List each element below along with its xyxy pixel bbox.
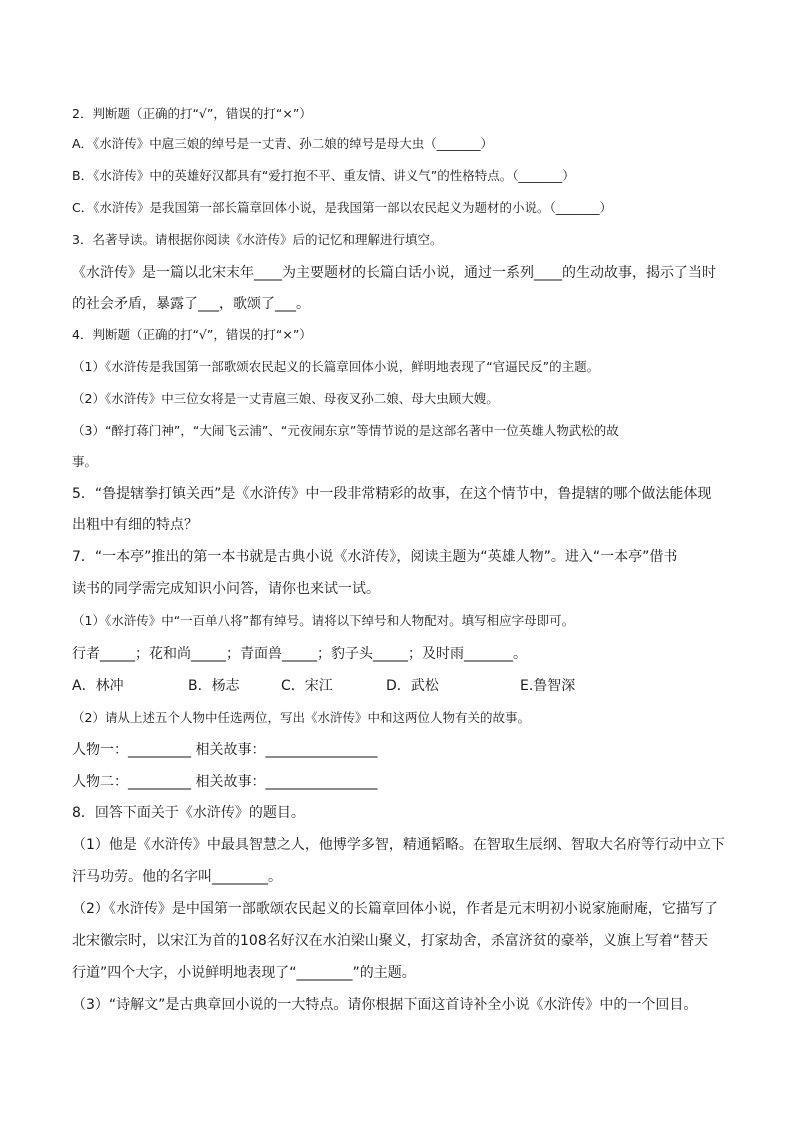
option-b: B．杨志	[188, 678, 240, 694]
q8-sub2-line1: （2）《水浒传》是中国第一部歌颂农民起义的长篇章回体小说，作者是元末明初小说家施耐庵，它描写了	[72, 901, 718, 917]
option-e: E.鲁智深	[520, 678, 576, 694]
q4-item-3-line1: （3）“醉打蒋门神”，“大闹飞云浦”、“元夜闹东京”等情节说的是这部名著中一位英雄人物武松的故	[72, 423, 619, 438]
q4-heading: 4．判断题（正确的打“√”，错误的打“×”）	[72, 327, 312, 342]
q7-sub1: （1）《水浒传》中“一百单八将”都有绰号。请将以下绰号和人物配对。填写相应字母即可。	[72, 613, 575, 628]
person-two-line: 人物二：_________ 相关故事：________________	[72, 774, 378, 790]
q8-sub1-line1: （1）他是《水浒传》中最具智慧之人，他博学多智，精通韬略。在智取生辰纲、智取大名府等行动中立下	[72, 837, 725, 853]
q2-heading: 2．判断题（正确的打“√”，错误的打“×”）	[72, 106, 312, 121]
q4-item-3-line2: 事。	[72, 454, 98, 469]
option-c: C．宋江	[281, 678, 333, 694]
q8-sub3: （3）“诗解文”是古典章回小说的一大特点。请你根据下面这首诗补全小说《水浒传》中的一个回目。	[72, 997, 698, 1013]
q8-sub2-line2: 北宋徽宗时，以宋江为首的108名好汉在水泊梁山聚义，打家劫舍，杀富济贫的豪举，义旗上写着“替天	[72, 933, 708, 949]
q2-option-c: C．《水浒传》是我国第一部长篇章回体小说，是我国第一部以农民起义为题材的小说。（_______）	[72, 200, 612, 215]
q4-item-2: （2）《水浒传》中三位女将是一丈青扈三娘、母夜叉孙二娘、母大虫顾大嫂。	[72, 391, 499, 406]
person-one-line: 人物一：_________ 相关故事：________________	[72, 742, 378, 758]
q5-line1: 5．“鲁提辖拳打镇关西”是《水浒传》中一段非常精彩的故事，在这个情节中，鲁提辖的哪个做法能体现	[72, 486, 712, 502]
q7-line1: 7．“一本亭”推出的第一本书就是古典小说《水浒传》，阅读主题为“英雄人物”。进入“一本亭”借书	[72, 549, 678, 565]
q3-text-line2: 的社会矛盾，暴露了___，歌颂了___。	[72, 296, 310, 312]
option-a: A．林冲	[72, 678, 124, 694]
q7-sub2: （2）请从上述五个人物中任选两位，写出《水浒传》中和这两位人物有关的故事。	[72, 710, 530, 725]
q2-option-b: B．《水浒传》中的英雄好汉都具有“爱打抱不平、重友情、讲义气”的性格特点。（_______）	[72, 168, 575, 183]
q3-text-line1: 《水浒传》是一篇以北宋末年____为主要题材的长篇白话小说，通过一系列____的生动故事，揭示了当时	[72, 265, 716, 281]
q4-item-1: （1）《水浒传是我国第一部歌颂农民起义的长篇章回体小说，鲜明地表现了“官逼民反”的主题。	[72, 359, 600, 374]
q3-heading: 3．名著导读。请根据你阅读《水浒传》后的记忆和理解进行填空。	[72, 232, 443, 247]
q2-option-a: A．《水浒传》中扈三娘的绰号是一丈青、孙二娘的绰号是母大虫（_______）	[72, 136, 494, 151]
q7-line2: 读书的同学需完成知识小问答，请你也来试一试。	[72, 581, 380, 597]
option-d: D．武松	[386, 678, 439, 694]
q5-line2: 出粗中有细的特点？	[72, 517, 198, 533]
q7-nickname-blanks: 行者_____；花和尚_____；青面兽_____；豹子头_____；及时雨_______。	[72, 646, 527, 662]
q8-sub1-line2: 汗马功劳。他的名字叫________。	[72, 869, 282, 885]
q8-heading: 8．回答下面关于《水浒传》的题目。	[72, 805, 305, 821]
q8-sub2-line3: 行道”四个大字，小说鲜明地表现了“________”的主题。	[72, 965, 416, 981]
